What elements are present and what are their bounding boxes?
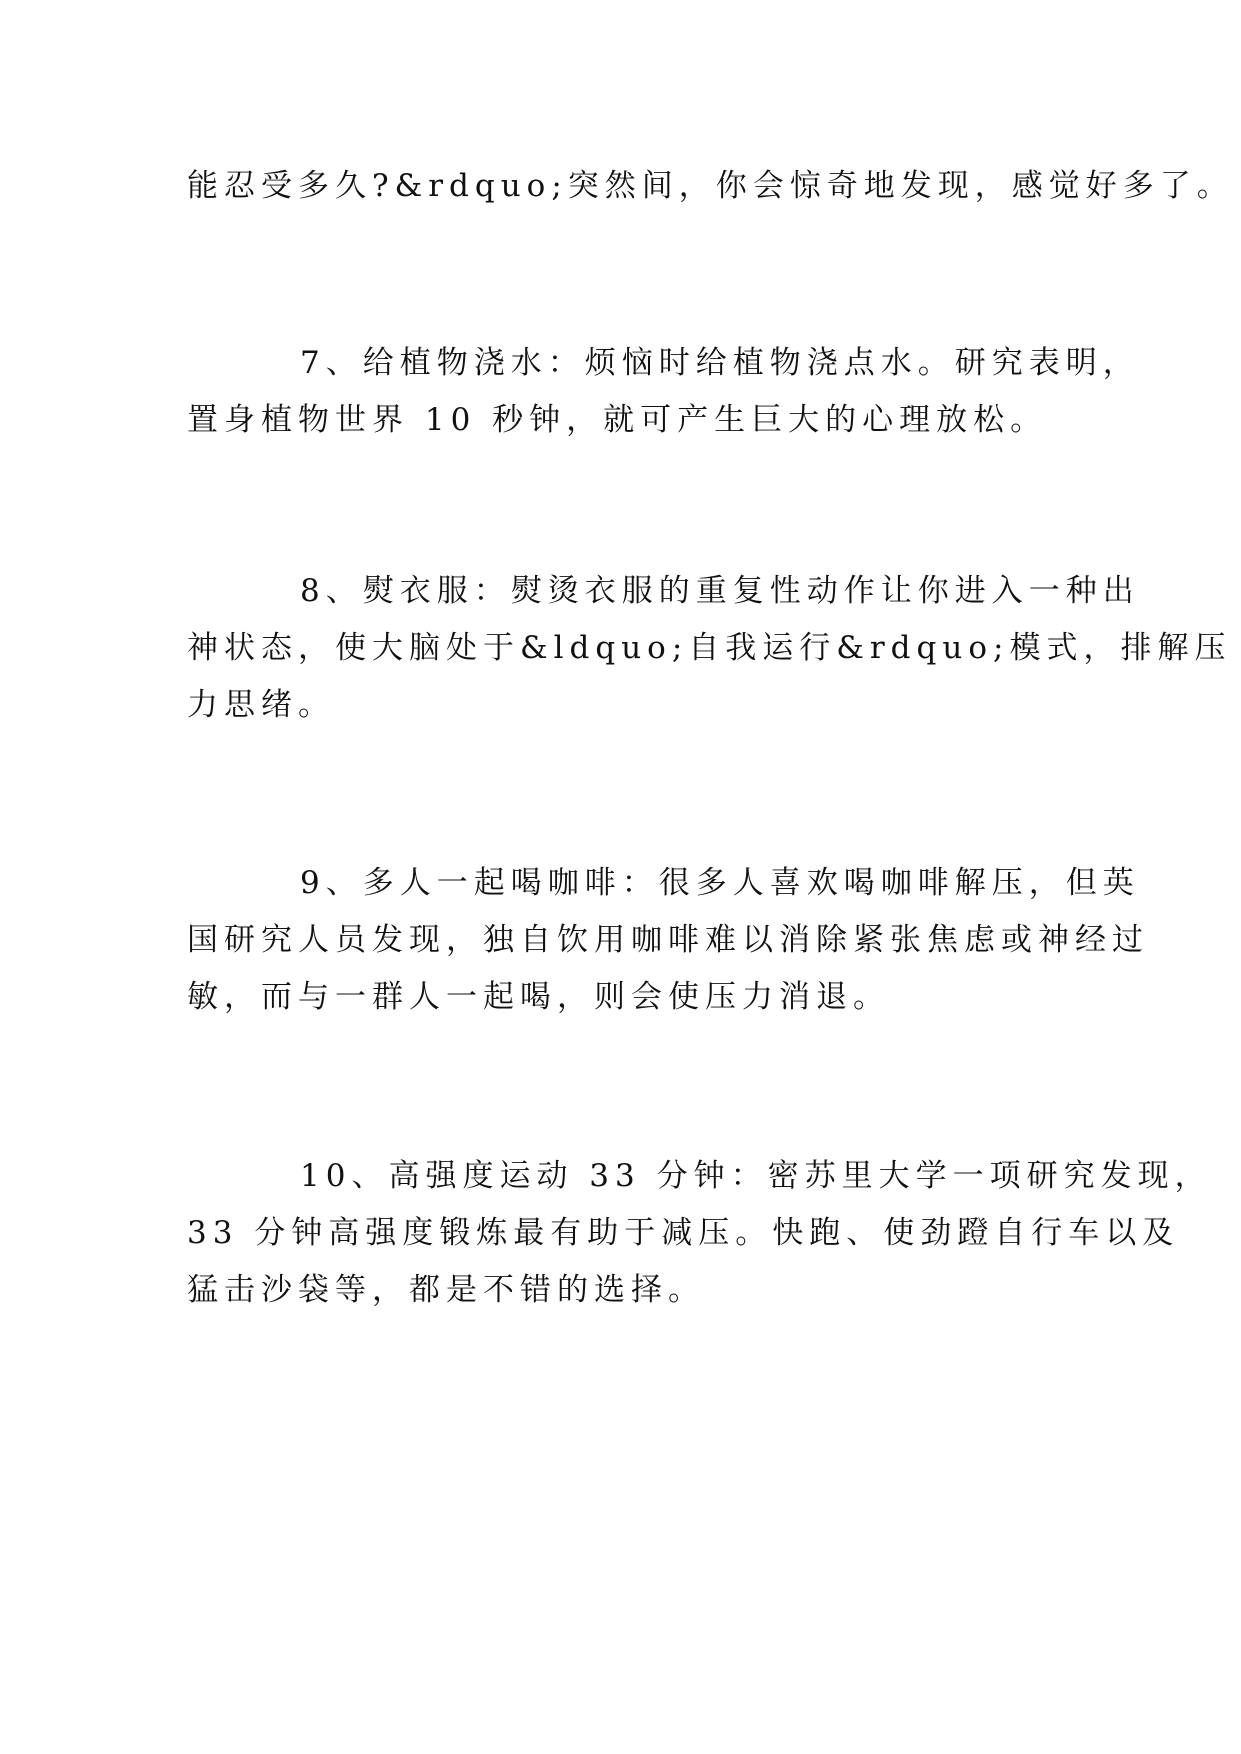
paragraph-line: 9、多人一起喝咖啡：很多人喜欢喝咖啡解压，但英 (300, 865, 1140, 901)
paragraph-line: 猛击沙袋等，都是不错的选择。 (187, 1272, 705, 1308)
paragraph-line: 7、给植物浇水：烦恼时给植物浇点水。研究表明， (300, 345, 1140, 381)
paragraph-line: 置身植物世界 10 秒钟，就可产生巨大的心理放松。 (187, 402, 1048, 438)
paragraph-continuation (187, 158, 1234, 215)
paragraph-line: 10、高强度运动 33 分钟：密苏里大学一项研究发现， (300, 1158, 1212, 1194)
paragraph-tip-9 (187, 855, 1149, 1026)
paragraph-tip-10 (187, 1148, 1212, 1319)
paragraph-line: 能忍受多久?&rdquo;突然间，你会惊奇地发现，感觉好多了。 (187, 168, 1234, 204)
paragraph-line: 力思绪。 (187, 687, 335, 723)
paragraph-line: 8、熨衣服：熨烫衣服的重复性动作让你进入一种出 (300, 573, 1140, 609)
paragraph-tip-8 (187, 563, 1232, 734)
paragraph-line: 敏，而与一群人一起喝，则会使压力消退。 (187, 979, 890, 1015)
paragraph-line: 神状态，使大脑处于&ldquo;自我运行&rdquo;模式，排解压 (187, 630, 1232, 666)
paragraph-line: 33 分钟高强度锻炼最有助于减压。快跑、使劲蹬自行车以及 (187, 1215, 1180, 1251)
paragraph-line: 国研究人员发现，独自饮用咖啡难以消除紧张焦虑或神经过 (187, 922, 1149, 958)
paragraph-tip-7 (187, 335, 1140, 449)
